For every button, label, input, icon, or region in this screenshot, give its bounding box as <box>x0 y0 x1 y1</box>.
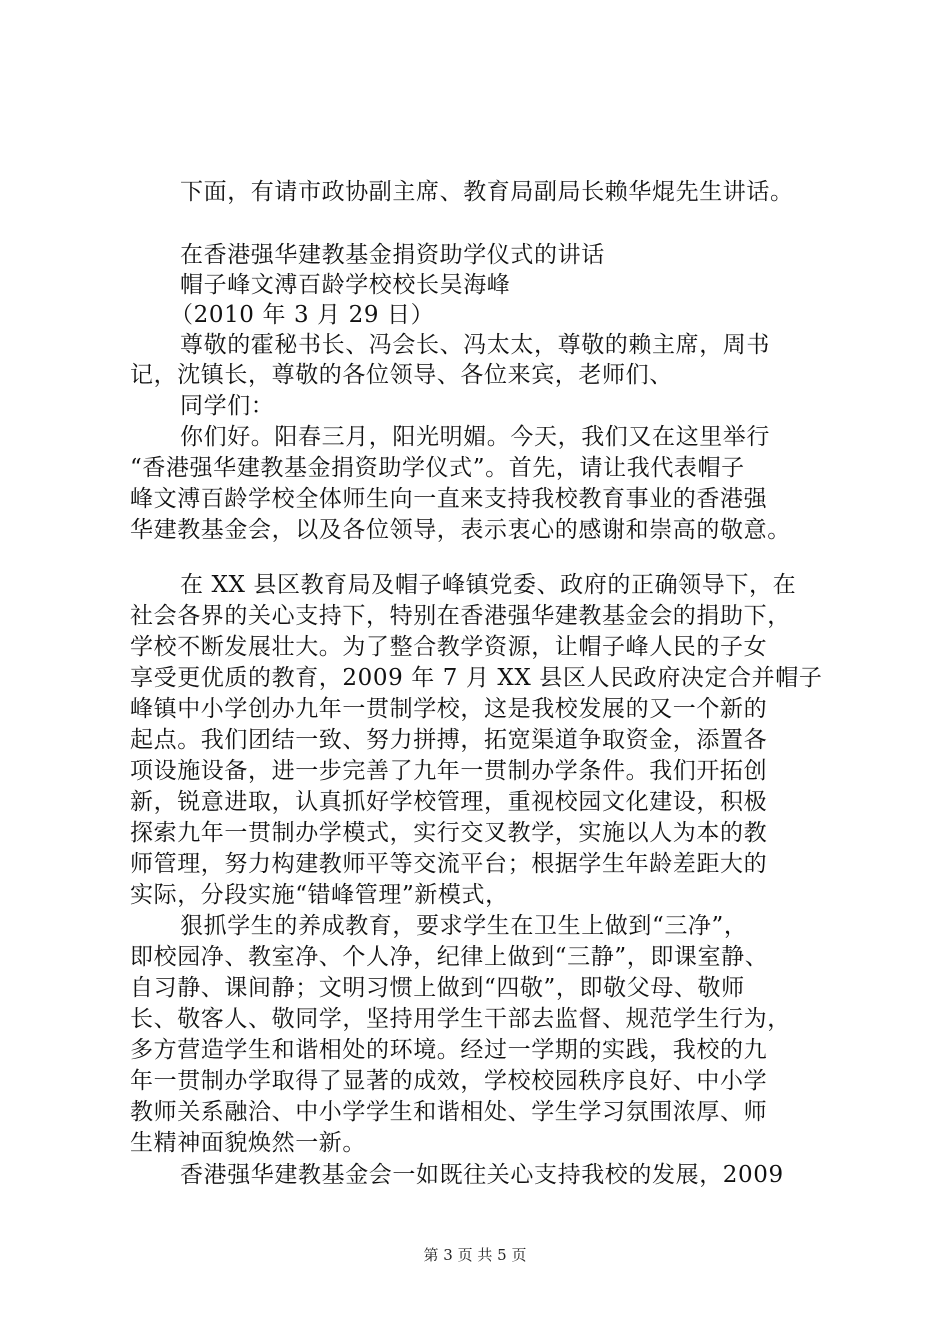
text-line: 记，沈镇长，尊敬的各位领导、各位来宾，老师们、 <box>130 362 673 388</box>
text-line: 即校园净、教室净、个人净，纪律上做到“三静”，即课室静、 <box>130 944 769 970</box>
text-line: 探索九年一贯制办学模式，实行交叉教学，实施以人为本的教 <box>130 820 768 846</box>
text-line: 项设施设备，进一步完善了九年一贯制办学条件。我们开拓创 <box>130 758 768 784</box>
page-number: 第 3 页 共 5 页 <box>423 1246 527 1264</box>
text-line: 社会各界的关心支持下，特别在香港强华建教基金会的捐助下， <box>130 603 791 629</box>
text-line: 峰镇中小学创办九年一贯制学校，这是我校发展的又一个新的 <box>130 696 768 722</box>
text-line: 狠抓学生的养成教育，要求学生在卫生上做到“三净”， <box>180 913 748 939</box>
text-line: 享受更优质的教育，2009 年 7 月 XX 县区人民政府决定合并帽子 <box>130 665 823 691</box>
text-line: 同学们： <box>180 393 275 419</box>
speech-title: 在香港强华建教基金捐资助学仪式的讲话 <box>180 242 605 268</box>
text-line: 下面，有请市政协副主席、教育局副局长赖华焜先生讲话。 <box>180 179 794 205</box>
text-line: 峰文溥百龄学校全体师生向一直来支持我校教育事业的香港强 <box>130 486 768 512</box>
text-line: 教师关系融洽、中小学学生和谐相处、学生学习氛围浓厚、师 <box>130 1099 768 1125</box>
text-line: 尊敬的霍秘书长、冯会长、冯太太，尊敬的赖主席，周书 <box>180 332 770 358</box>
text-line: 学校不断发展壮大。为了整合教学资源，让帽子峰人民的子女 <box>130 634 768 660</box>
text-line: 生精神面貌焕然一新。 <box>130 1130 366 1156</box>
text-line: 多方营造学生和谐相处的环境。经过一学期的实践，我校的九 <box>130 1037 768 1063</box>
text-line: 自习静、课间静；文明习惯上做到“四敬”，即敬父母、敬师 <box>130 975 745 1001</box>
text-line: 起点。我们团结一致、努力拼搏，拓宽渠道争取资金，添置各 <box>130 727 768 753</box>
text-line: “香港强华建教基金捐资助学仪式”。首先，请让我代表帽子 <box>130 455 745 481</box>
text-line: 香港强华建教基金会一如既往关心支持我校的发展，2009 <box>180 1162 784 1188</box>
text-line: 师管理，努力构建教师平等交流平台；根据学生年龄差距大的 <box>130 851 768 877</box>
text-line: 年一贯制办学取得了显著的成效，学校校园秩序良好、中小学 <box>130 1068 768 1094</box>
speaker-line: 帽子峰文溥百龄学校校长吴海峰 <box>180 272 511 298</box>
date-line: （2010 年 3 月 29 日） <box>170 302 435 328</box>
text-line: 实际，分段实施“错峰管理”新模式， <box>130 882 509 908</box>
text-line: 新，锐意进取，认真抓好学校管理，重视校园文化建设，积极 <box>130 789 768 815</box>
text-line: 华建教基金会，以及各位领导，表示衷心的感谢和崇高的敬意。 <box>130 517 791 543</box>
text-line: 在 XX 县区教育局及帽子峰镇党委、政府的正确领导下，在 <box>180 572 797 598</box>
text-line: 长、敬客人、敬同学，坚持用学生干部去监督、规范学生行为， <box>130 1006 791 1032</box>
text-line: 你们好。阳春三月，阳光明媚。今天，我们又在这里举行 <box>180 424 770 450</box>
